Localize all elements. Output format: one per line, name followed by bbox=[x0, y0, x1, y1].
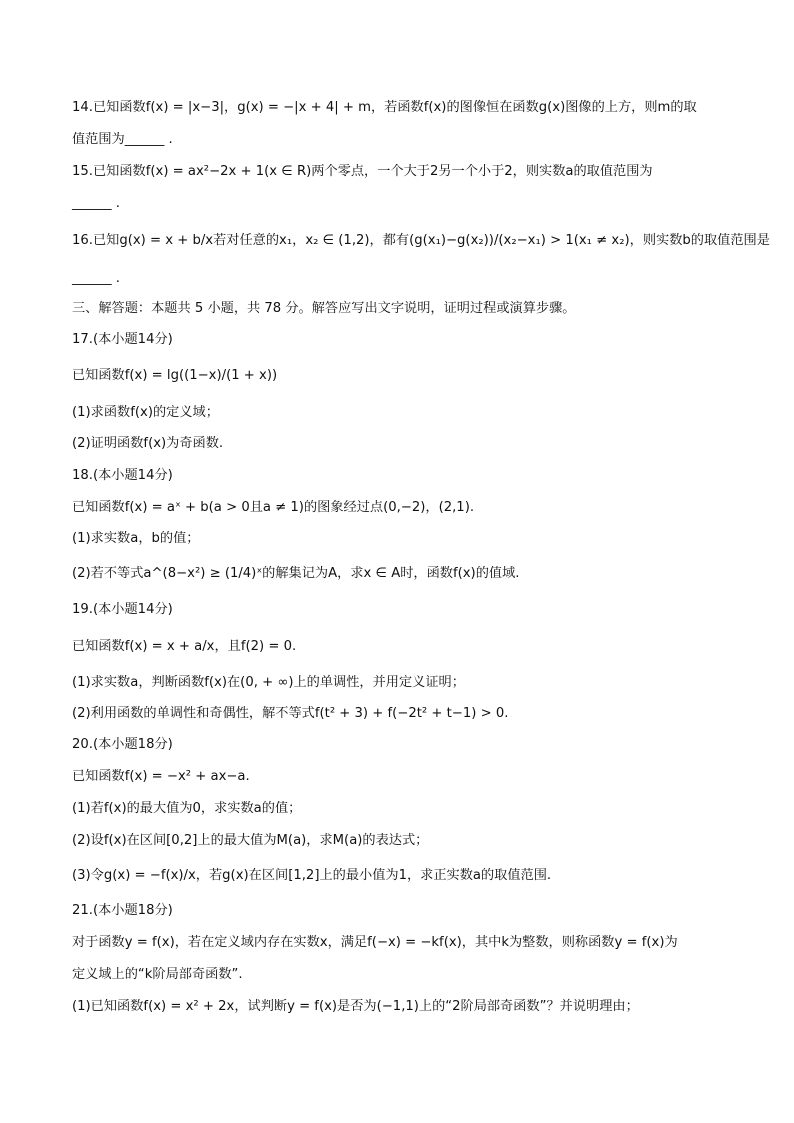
q19-stem: 已知函数f(x) = x + a/x，且f(2) = 0. bbox=[72, 639, 297, 654]
q20-title: 20.(本小题18分) bbox=[72, 737, 173, 752]
q18-title: 18.(本小题14分) bbox=[72, 468, 173, 483]
q17-stem: 已知函数f(x) = lg((1−x)/(1 + x)) bbox=[72, 368, 278, 383]
q16-line-2: ______ . bbox=[72, 271, 120, 286]
q20-part-1: (1)若f(x)的最大值为0，求实数a的值； bbox=[72, 801, 302, 816]
q15-line-1: 15.已知函数f(x) = ax²−2x + 1(x ∈ R)两个零点，一个大于2另一个小于2，则实数a的取值范围为 bbox=[72, 164, 653, 179]
q17-part-1: (1)求函数f(x)的定义域； bbox=[72, 405, 219, 420]
q20-part-2: (2)设f(x)在区间[0,2]上的最大值为M(a)，求M(a)的表达式； bbox=[72, 833, 429, 848]
q17-title: 17.(本小题14分) bbox=[72, 332, 173, 347]
q20-stem: 已知函数f(x) = −x² + ax−a. bbox=[72, 769, 250, 784]
q15-line-2: ______ . bbox=[72, 196, 120, 211]
q14-line-2: 值范围为______ . bbox=[72, 132, 173, 147]
q14-line-1: 14.已知函数f(x) = |x−3|，g(x) = −|x + 4| + m，若函数f(x)的图像恒在函数g(x)图像的上方，则m的取 bbox=[72, 100, 697, 115]
q17-part-2: (2)证明函数f(x)为奇函数. bbox=[72, 436, 224, 451]
q18-part-2: (2)若不等式a^(8−x²) ≥ (1/4)ˣ的解集记为A，求x ∈ A时，函数f(x)的值域. bbox=[72, 566, 520, 581]
q21-title: 21.(本小题18分) bbox=[72, 903, 173, 918]
q19-part-1: (1)求实数a，判断函数f(x)在(0, + ∞)上的单调性，并用定义证明； bbox=[72, 675, 465, 690]
q21-stem-1: 对于函数y = f(x)，若在定义域内存在实数x，满足f(−x) = −kf(x)，其中k为整数，则称函数y = f(x)为 bbox=[72, 935, 678, 950]
q16-line-1: 16.已知g(x) = x + b/x若对任意的x₁，x₂ ∈ (1,2)，都有(g(x₁)−g(x₂))/(x₂−x₁) > 1(x₁ ≠ x₂)，则实数b的取值范围是 bbox=[72, 233, 770, 248]
q21-stem-2: 定义域上的“k阶局部奇函数”. bbox=[72, 967, 243, 982]
q19-title: 19.(本小题14分) bbox=[72, 602, 173, 617]
q19-part-2: (2)利用函数的单调性和奇偶性，解不等式f(t² + 3) + f(−2t² + t−1) > 0. bbox=[72, 706, 509, 721]
q18-part-1: (1)求实数a，b的值； bbox=[72, 531, 200, 546]
section-heading: 三、解答题：本题共 5 小题，共 78 分。解答应写出文字说明，证明过程或演算步骤。 bbox=[72, 301, 576, 316]
q20-part-3: (3)令g(x) = −f(x)/x，若g(x)在区间[1,2]上的最小值为1，求正实数a的取值范围. bbox=[72, 868, 552, 883]
q18-stem: 已知函数f(x) = aˣ + b(a > 0且a ≠ 1)的图象经过点(0,−2)，(2,1). bbox=[72, 500, 475, 515]
q21-part-1: (1)已知函数f(x) = x² + 2x，试判断y = f(x)是否为(−1,1)上的“2阶局部奇函数”？并说明理由； bbox=[72, 999, 639, 1014]
